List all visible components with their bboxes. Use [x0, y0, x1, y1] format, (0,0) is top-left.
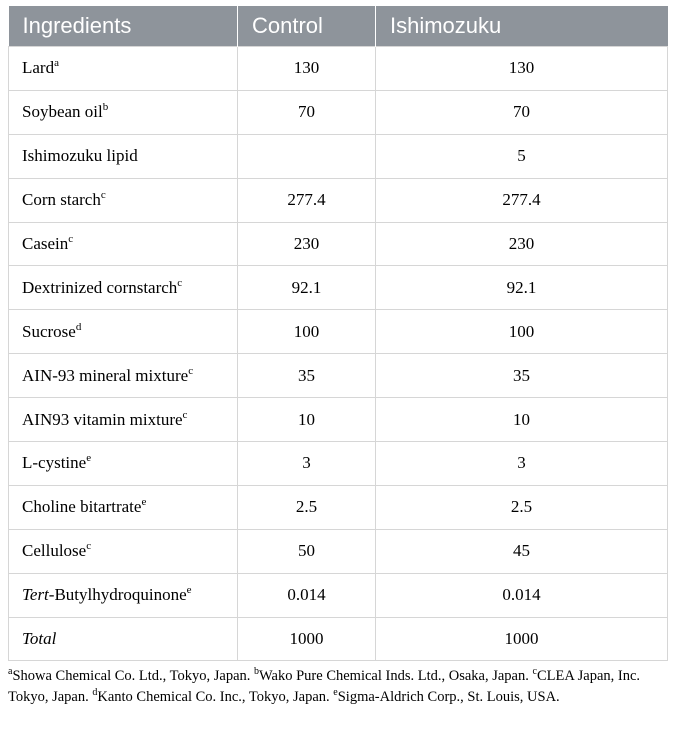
ingredient-name: Corn starch: [22, 190, 101, 210]
ingredient-name: Casein: [22, 234, 69, 253]
control-value: 10: [238, 398, 376, 442]
ingredient-name-cell: [9, 90, 238, 134]
ishimozuku-value: 45: [376, 529, 668, 573]
ingredient-name-cell: [9, 529, 238, 573]
table-row: [9, 398, 668, 442]
footnote-mark: a: [54, 57, 59, 70]
control-value: 100: [238, 310, 376, 354]
table-row: [9, 178, 668, 222]
footnote-text: Sigma-Aldrich Corp., St. Louis, USA.: [337, 689, 560, 705]
control-value: 70: [238, 90, 376, 134]
ishimozuku-value: 70: [376, 90, 668, 134]
ingredient-name: AIN93 vitamin mixture: [22, 409, 183, 429]
ingredient-name: Lard: [22, 58, 55, 78]
footnote-mark: e: [86, 452, 92, 465]
ingredient-name: Sucrose: [22, 321, 76, 341]
control-total: 1000: [238, 617, 376, 661]
control-value: 3: [238, 442, 376, 486]
table-body: [9, 47, 668, 661]
ishimozuku-value: 92.1: [376, 266, 668, 310]
table-footnotes: [8, 666, 663, 708]
ingredient-name: L-cystine: [22, 453, 87, 473]
table-row: [9, 310, 668, 354]
table-row: [9, 90, 668, 134]
footnote-mark: b: [102, 101, 109, 114]
ishimozuku-value: 5: [376, 134, 668, 178]
header-ingredients: Ingredients: [9, 6, 238, 47]
footnote-mark: e: [141, 496, 147, 509]
footnote-mark: a: [8, 666, 13, 677]
ingredients-table: [8, 6, 668, 661]
header-control: Control: [238, 6, 376, 47]
table-row: [9, 134, 668, 178]
footnote-mark: c: [68, 233, 74, 245]
footnote-mark: e: [333, 687, 338, 698]
ishimozuku-value: 3: [376, 442, 668, 486]
ingredient-name-cell: [9, 398, 238, 442]
footnote-text: Wako Pure Chemical Inds. Ltd., Osaka, Japan.: [259, 668, 533, 684]
ishimozuku-total: 1000: [376, 617, 668, 661]
footnote-mark: e: [186, 584, 192, 597]
ishimozuku-value: 230: [376, 222, 668, 266]
ishimozuku-value: 2.5: [376, 485, 668, 529]
total-label: Total: [22, 629, 57, 649]
footnote-mark: c: [188, 364, 194, 377]
ingredient-name-cell: [9, 266, 238, 310]
footnote-text: CLEA Japan, Inc. Tokyo, Japan.: [8, 668, 641, 705]
control-value: 230: [238, 222, 376, 266]
table-row: [9, 222, 668, 266]
ingredient-name: Choline bitartrate: [22, 497, 142, 517]
table-row: [9, 442, 668, 486]
table-row: [9, 266, 668, 310]
table-row: [9, 354, 668, 398]
table-header-row: [9, 6, 668, 47]
ingredient-name-cell: [9, 310, 238, 354]
ingredient-name-cell: [9, 222, 238, 266]
ingredient-name-cell: [9, 134, 238, 178]
ingredient-name: Ishimozuku lipid: [22, 146, 138, 166]
ishimozuku-value: 100: [376, 310, 668, 354]
control-value: 277.4: [238, 178, 376, 222]
table-row: [9, 573, 668, 617]
footnote-text: Kanto Chemical Co. Inc., Tokyo, Japan.: [97, 689, 334, 705]
table-row: [9, 47, 668, 91]
control-value: 92.1: [238, 266, 376, 310]
ingredient-name-italic: Tert: [22, 585, 49, 605]
ingredient-name-cell: [9, 47, 238, 91]
table-row: [9, 529, 668, 573]
ingredient-name: Dextrinized cornstarch: [22, 277, 178, 297]
ingredient-name-cell: [9, 485, 238, 529]
ishimozuku-value: 130: [376, 47, 668, 91]
footnote-mark: c: [100, 189, 106, 202]
ingredient-name-cell: [9, 354, 238, 398]
control-value: 130: [238, 47, 376, 91]
footnote-mark: d: [92, 687, 98, 698]
ingredient-name: -Butylhydroquinone: [48, 585, 187, 605]
ingredients-table-container: [8, 6, 667, 661]
footnote-mark: d: [75, 320, 82, 333]
table-row: [9, 485, 668, 529]
control-value: 2.5: [238, 485, 376, 529]
footnote-mark: c: [86, 540, 92, 553]
control-value: 35: [238, 354, 376, 398]
ingredient-name: Cellulose: [22, 541, 87, 561]
ingredient-name-cell: [9, 573, 238, 617]
ishimozuku-value: 277.4: [376, 178, 668, 222]
footnote-mark: c: [177, 276, 183, 289]
ishimozuku-value: 0.014: [376, 573, 668, 617]
footnote-mark: b: [254, 666, 260, 677]
header-ishimozuku: Ishimozuku: [376, 6, 668, 47]
ingredient-name-cell: [9, 178, 238, 222]
ingredient-name: AIN-93 mineral mixture: [22, 365, 189, 385]
footnote-mark: c: [532, 666, 537, 677]
control-value: [238, 134, 376, 178]
ingredient-name-cell: [9, 617, 238, 661]
footnote-mark: c: [182, 408, 188, 421]
footnote-text: Showa Chemical Co. Ltd., Tokyo, Japan.: [12, 668, 255, 684]
ingredient-name: Soybean oil: [22, 102, 103, 122]
ishimozuku-value: 35: [376, 354, 668, 398]
control-value: 50: [238, 529, 376, 573]
ishimozuku-value: 10: [376, 398, 668, 442]
table-row-total: [9, 617, 668, 661]
ingredient-name-cell: [9, 442, 238, 486]
control-value: 0.014: [238, 573, 376, 617]
